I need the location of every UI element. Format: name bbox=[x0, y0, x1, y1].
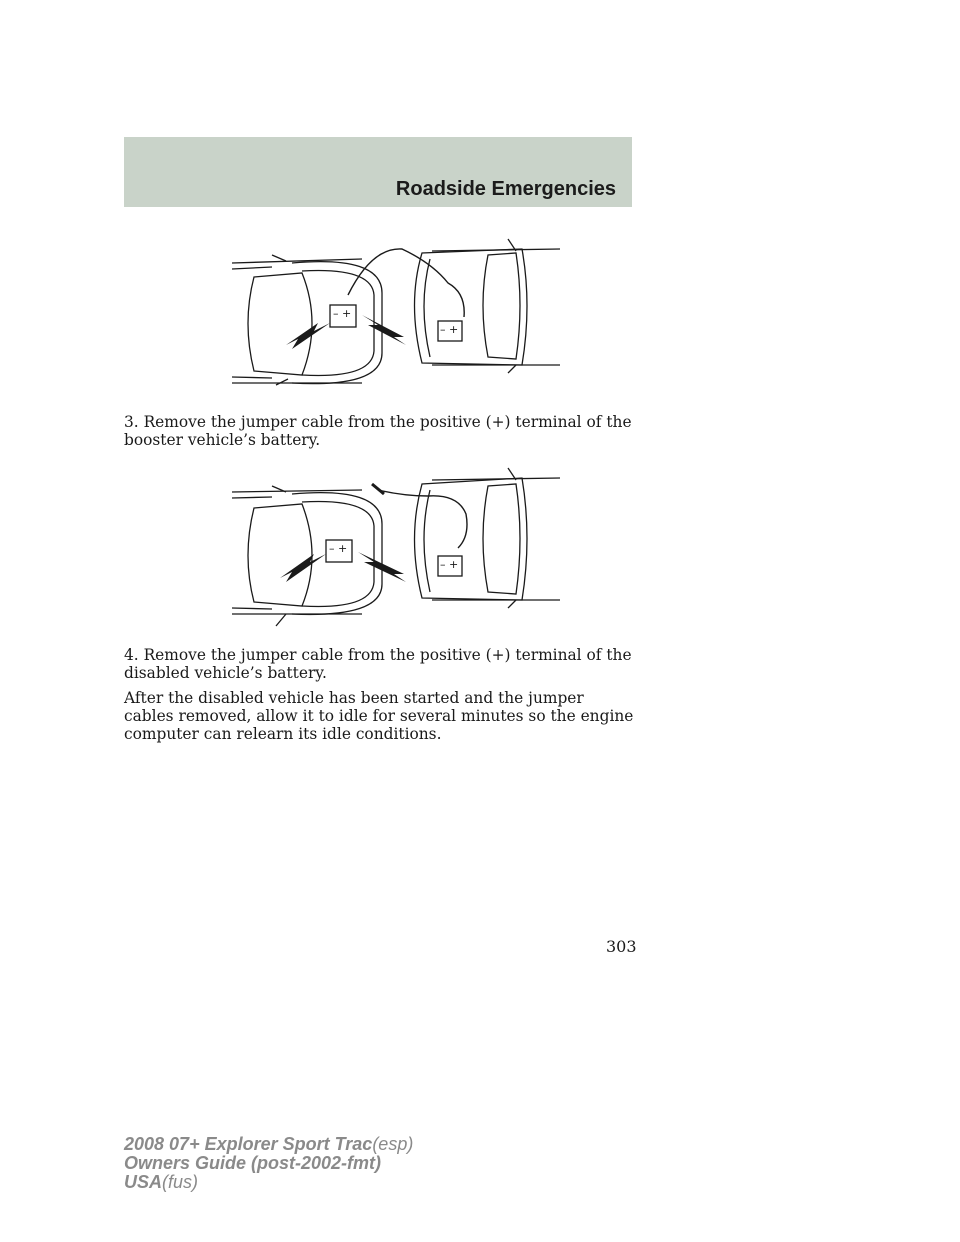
document-footer bbox=[124, 1135, 413, 1192]
footer-line-2 bbox=[124, 1154, 413, 1173]
battery-terminals-right: – + bbox=[440, 558, 459, 571]
after-start-paragraph: After the disabled vehicle has been started and the jumper cables removed, allow it to idle for several minutes so the engine computer can relearn its idle conditions. bbox=[124, 689, 634, 743]
jumper-figure-1 bbox=[232, 233, 560, 393]
footer-line-1 bbox=[124, 1135, 413, 1154]
footer-market: USA bbox=[124, 1172, 163, 1192]
battery-terminals-left: – + bbox=[333, 307, 352, 320]
footer-guide-format: Owners Guide (post-2002-fmt) bbox=[124, 1153, 382, 1173]
section-header-band bbox=[124, 137, 632, 207]
step-4-paragraph: 4. Remove the jumper cable from the positive (+) terminal of the disabled vehicle’s battery. bbox=[124, 646, 632, 682]
footer-vehicle-model: 2008 07+ Explorer Sport Trac bbox=[124, 1134, 373, 1154]
jumper-figure-2 bbox=[232, 466, 560, 634]
two-vehicles-jumper-diagram bbox=[232, 233, 560, 393]
battery-terminals-right: – + bbox=[440, 323, 459, 336]
footer-line-3 bbox=[124, 1173, 413, 1192]
footer-market-code: (fus) bbox=[162, 1172, 199, 1192]
page-number: 303 bbox=[606, 937, 637, 956]
step-3-paragraph: 3. Remove the jumper cable from the positive (+) terminal of the booster vehicle’s battery. bbox=[124, 413, 632, 449]
two-vehicles-cable-removed-diagram bbox=[232, 466, 560, 634]
battery-terminals-left: – + bbox=[329, 542, 348, 555]
footer-language-code: (esp) bbox=[372, 1134, 414, 1154]
section-title: Roadside Emergencies bbox=[395, 178, 616, 200]
